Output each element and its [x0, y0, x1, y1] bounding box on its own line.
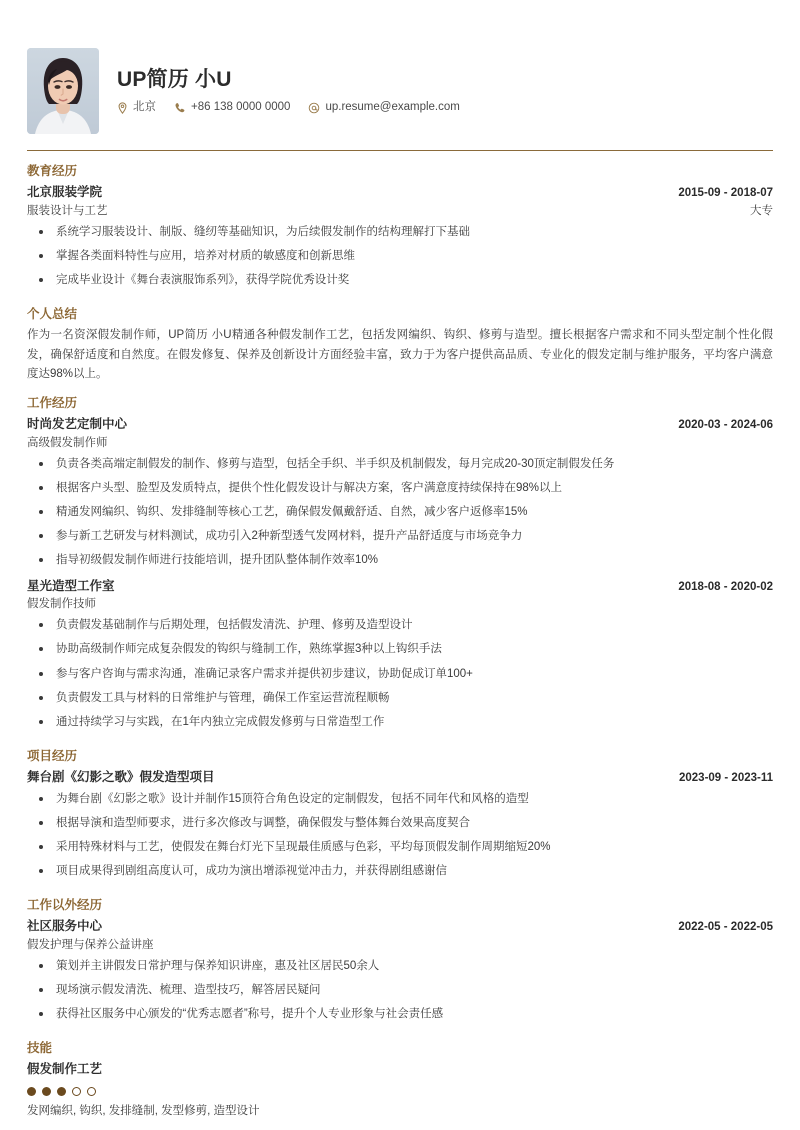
entry-header-row [27, 917, 773, 937]
location-pin-icon [117, 102, 128, 114]
bullet-item: 通过持续学习与实践，在1年内独立完成假发修剪与日常造型工作 [27, 714, 773, 731]
contact-phone [174, 102, 290, 114]
skills-section [27, 1040, 773, 1122]
entry-date-range: 2015-09 - 2018-07 [678, 186, 773, 199]
bullet-item: 负责假发基础制作与后期处理，包括假发清洗、护理、修剪及造型设计 [27, 617, 773, 634]
sections-container [27, 163, 773, 1122]
email-at-icon [308, 102, 320, 114]
entry-header-row [27, 183, 773, 203]
entry-subtitle-row [27, 203, 773, 221]
resume-entry [27, 183, 773, 289]
avatar [27, 48, 99, 134]
phone-icon [174, 102, 186, 114]
bullet-item: 系统学习服装设计、制版、缝纫等基础知识，为后续假发制作的结构理解打下基础 [27, 224, 773, 241]
entry-header-row [27, 768, 773, 788]
entry-role: 假发制作技师 [27, 598, 96, 611]
entry-role: 服装设计与工艺 [27, 204, 108, 217]
bullet-item: 现场演示假发清洗、梳理、造型技巧，解答居民疑问 [27, 982, 773, 999]
resume-section [27, 306, 773, 387]
section-title: 项目经历 [27, 749, 78, 764]
contact-phone-value: +86 138 0000 0000 [191, 100, 291, 113]
entry-subtitle-row [27, 596, 773, 614]
contact-location [117, 102, 156, 114]
rating-dot-filled [57, 1087, 66, 1096]
entry-role: 高级假发制作师 [27, 436, 108, 449]
contact-row [117, 102, 472, 114]
bullet-item: 精通发网编织、钩织、发排缝制等核心工艺，确保假发佩戴舒适、自然，减少客户返修率15% [27, 504, 773, 521]
entry-organization: 社区服务中心 [27, 919, 103, 934]
section-title: 工作经历 [27, 396, 78, 411]
bullet-item: 负责假发工具与材料的日常维护与管理，确保工作室运营流程顺畅 [27, 690, 773, 707]
entry-bullet-list [27, 224, 773, 289]
bullet-item: 根据客户头型、脸型及发质特点，提供个性化假发设计与解决方案，客户满意度持续保持在98%以上 [27, 480, 773, 497]
bullet-item: 策划并主讲假发日常护理与保养知识讲座，惠及社区居民50余人 [27, 958, 773, 975]
identity-block [117, 69, 472, 114]
resume-section [27, 897, 773, 1032]
entry-organization: 舞台剧《幻影之歌》假发造型项目 [27, 769, 215, 784]
bullet-item: 负责各类高端定制假发的制作、修剪与造型，包括全手织、半手织及机制假发，每月完成20-30顶定制假发任务 [27, 456, 773, 473]
entry-header-row [27, 577, 773, 597]
entry-organization: 北京服装学院 [27, 184, 103, 199]
section-title: 技能 [27, 1041, 53, 1056]
section-title: 个人总结 [27, 307, 78, 322]
resume-section [27, 748, 773, 889]
bullet-item: 指导初级假发制作师进行技能培训，提升团队整体制作效率10% [27, 552, 773, 569]
skill-items: 发网编织, 钩织, 发排缝制, 发型修剪, 造型设计 [27, 1104, 260, 1117]
entry-degree: 大专 [750, 204, 773, 217]
entry-bullet-list [27, 456, 773, 569]
entry-date-range: 2023-09 - 2023-11 [679, 771, 773, 784]
skill-rating [27, 1087, 773, 1096]
bullet-item: 项目成果得到剧组高度认可，成功为演出增添视觉冲击力，并获得剧组感谢信 [27, 863, 773, 880]
entry-subtitle-row [27, 937, 773, 955]
entry-date-range: 2020-03 - 2024-06 [678, 419, 773, 432]
skill-name: 假发制作工艺 [27, 1062, 103, 1077]
entry-role: 假发护理与保养公益讲座 [27, 939, 154, 952]
contact-location-value: 北京 [133, 100, 156, 113]
resume-header [27, 0, 773, 144]
candidate-name: UP简历 小U [117, 67, 232, 91]
bullet-item: 参与新工艺研发与材料测试，成功引入2种新型透气发网材料，提升产品舒适度与市场竞争力 [27, 528, 773, 545]
resume-entry [27, 768, 773, 880]
contact-email [308, 102, 459, 114]
entry-bullet-list [27, 958, 773, 1023]
bullet-item: 获得社区服务中心颁发的“优秀志愿者”称号，提升个人专业形象与社会责任感 [27, 1006, 773, 1023]
contact-email-value: up.resume@example.com [325, 100, 460, 113]
rating-dot-filled [42, 1087, 51, 1096]
rating-dot-empty [87, 1087, 96, 1096]
bullet-item: 参与客户咨询与需求沟通，准确记录客户需求并提供初步建议，协助促成订单100+ [27, 666, 773, 683]
rating-dot-empty [72, 1087, 81, 1096]
bullet-item: 掌握各类面料特性与应用，培养对材质的敏感度和创新思维 [27, 248, 773, 265]
entry-bullet-list [27, 617, 773, 730]
header-divider [27, 150, 773, 151]
entry-organization: 星光造型工作室 [27, 578, 115, 593]
bullet-item: 完成毕业设计《舞台表演服饰系列》，获得学院优秀设计奖 [27, 272, 773, 289]
rating-dot-filled [27, 1087, 36, 1096]
resume-section [27, 395, 773, 740]
bullet-item: 根据导演和造型师要求，进行多次修改与调整，确保假发与整体舞台效果高度契合 [27, 815, 773, 832]
bullet-item: 为舞台剧《幻影之歌》设计并制作15顶符合角色设定的定制假发，包括不同年代和风格的造型 [27, 791, 773, 808]
summary-text: 作为一名资深假发制作师，UP简历 小U精通各种假发制作工艺，包括发网编织、钩织、修剪与造型。擅长根据客户需求和不同头型定制个性化假发，确保舒适度和自然度。在假发修复、保养及创新设计方面经验丰富，致力于为客户提供高品质、专业化的假发定制与维护服务，平均客户满意度达98%以上。 [27, 328, 773, 381]
resume-entry [27, 577, 773, 731]
entry-date-range: 2018-08 - 2020-02 [678, 580, 773, 593]
section-title: 教育经历 [27, 164, 78, 178]
section-title: 工作以外经历 [27, 898, 103, 913]
bullet-item: 协助高级制作师完成复杂假发的钩织与缝制工作，熟练掌握3种以上钩织手法 [27, 641, 773, 658]
entry-subtitle-row [27, 435, 773, 453]
entry-organization: 时尚发艺定制中心 [27, 417, 128, 432]
entry-header-row [27, 415, 773, 435]
resume-entry [27, 415, 773, 569]
entry-date-range: 2022-05 - 2022-05 [678, 921, 773, 934]
entry-bullet-list [27, 791, 773, 880]
resume-entry [27, 917, 773, 1023]
resume-section [27, 163, 773, 298]
bullet-item: 采用特殊材料与工艺，使假发在舞台灯光下呈现最佳质感与色彩，平均每顶假发制作周期缩短20% [27, 839, 773, 856]
